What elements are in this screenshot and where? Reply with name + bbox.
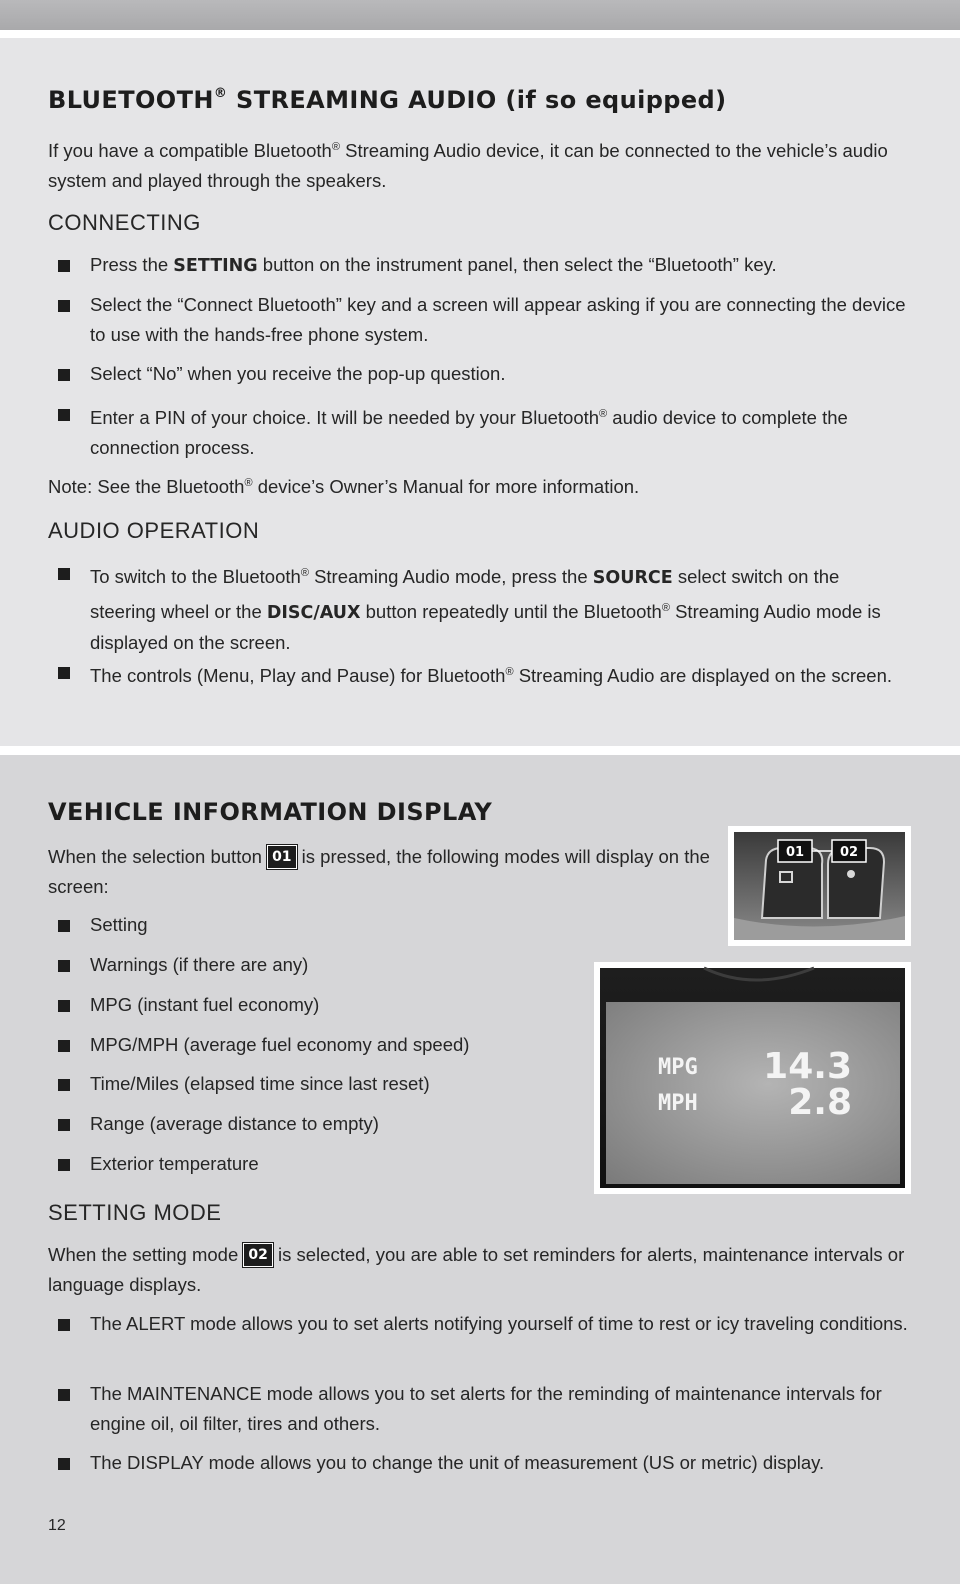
trip-display-photo	[594, 962, 911, 1194]
mode-item: Range (average distance to empty)	[90, 1109, 379, 1139]
setting-item: The MAINTENANCE mode allows you to set alerts for the reminding of maintenance intervals for engine oil, oil filter, tires and others.	[90, 1379, 910, 1439]
photo-callout-01: 01	[785, 845, 805, 860]
setting-item: The ALERT mode allows you to set alerts notifying yourself of time to rest or icy traveling conditions.	[90, 1309, 910, 1339]
trip-display-illustration	[594, 962, 911, 1194]
connect-step-1: Press the SETTING button on the instrument panel, then select the “Bluetooth” key.	[90, 250, 777, 281]
audio-step-1: To switch to the Bluetooth® Streaming Audio mode, press the SOURCE select switch on the steering wheel or the DISC/AUX button repeatedly until the Bluetooth® Streaming Audio mode is displayed on the screen.	[90, 558, 910, 658]
display-value-mph: 2.8	[788, 1082, 852, 1123]
setting-mode-intro: When the setting mode 02 is selected, you are able to set reminders for alerts, maintenance intervals or language displays.	[48, 1244, 905, 1295]
mode-item: Warnings (if there are any)	[90, 950, 308, 980]
top-gap	[0, 30, 960, 38]
steering-buttons-illustration	[728, 826, 911, 946]
display-value-mpg: 14.3	[763, 1046, 852, 1087]
top-bar	[0, 0, 960, 30]
page-number: 12	[48, 1517, 66, 1534]
bluetooth-title: BLUETOOTH® STREAMING AUDIO (if so equipped)	[48, 86, 727, 114]
vehicle-info-title: VEHICLE INFORMATION DISPLAY	[48, 798, 493, 826]
callout-badge-01: 01	[267, 845, 296, 869]
mode-item: MPG/MPH (average fuel economy and speed)	[90, 1030, 469, 1060]
bluetooth-note: Note: See the Bluetooth® device’s Owner’s Manual for more information.	[48, 476, 640, 498]
mode-item: Time/Miles (elapsed time since last reset)	[90, 1069, 430, 1099]
steering-buttons-photo	[728, 826, 911, 946]
vehicle-info-intro: When the selection button 01 is pressed, the following modes will display on the screen:	[48, 846, 710, 897]
section-divider	[0, 746, 960, 755]
mode-item: MPG (instant fuel economy)	[90, 990, 319, 1020]
connect-step-4: Enter a PIN of your choice. It will be needed by your Bluetooth® audio device to complete the connection process.	[90, 399, 910, 463]
setting-mode-heading: SETTING MODE	[48, 1200, 222, 1225]
bluetooth-intro: If you have a compatible Bluetooth® Streaming Audio device, it can be connected to the vehicle’s audio system and played through the speakers.	[48, 140, 888, 192]
connecting-heading: CONNECTING	[48, 210, 201, 235]
connect-step-3: Select “No” when you receive the pop-up question.	[90, 359, 505, 389]
connect-step-2: Select the “Connect Bluetooth” key and a screen will appear asking if you are connecting the device to use with the hands-free phone system.	[90, 290, 910, 350]
mode-item: Setting	[90, 910, 148, 940]
display-label-mpg: MPG	[658, 1055, 698, 1080]
audio-step-2: The controls (Menu, Play and Pause) for Bluetooth® Streaming Audio are displayed on the screen.	[90, 657, 910, 691]
display-label-mph: MPH	[658, 1091, 698, 1116]
setting-item: The DISPLAY mode allows you to change the unit of measurement (US or metric) display.	[90, 1448, 910, 1478]
mode-item: Exterior temperature	[90, 1149, 259, 1179]
photo-callout-02: 02	[839, 845, 859, 860]
callout-badge-02: 02	[243, 1243, 272, 1267]
audio-operation-heading: AUDIO OPERATION	[48, 518, 260, 543]
